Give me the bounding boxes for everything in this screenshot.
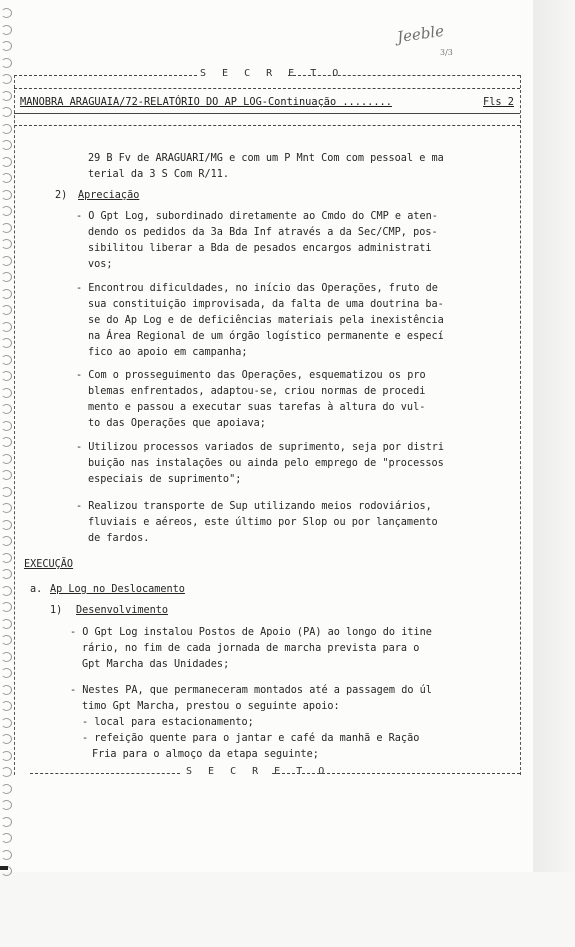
binder-hole (1, 817, 12, 827)
binder-hole (1, 58, 12, 68)
page-right-margin (533, 0, 575, 947)
document-header (20, 96, 520, 108)
text-line: fluviais e aéreos, este último por Slop ou por lançamento (88, 517, 438, 528)
text-line: - O Gpt Log instalou Postos de Apoio (PA) ao longo do itine (70, 627, 432, 638)
text-line: sua constituição improvisada, da falta de uma doutrina ba- (88, 299, 444, 310)
binder-hole (1, 124, 12, 134)
binder-holes (0, 0, 14, 880)
binder-hole (1, 470, 12, 480)
binder-hole (1, 289, 12, 299)
classification-bottom: S E C R E T O (186, 766, 330, 777)
text-line: 29 B Fv de ARAGUARI/MG e com um P Mnt Com com pessoal e ma (88, 153, 444, 164)
page-number: Fls 2 (483, 96, 514, 108)
text-line: mento e passou a executar suas tarefas à altura do vul- (88, 402, 426, 413)
binder-hole (1, 602, 12, 612)
binder-hole (1, 751, 12, 761)
binder-hole (1, 685, 12, 695)
binder-hole (1, 91, 12, 101)
binder-hole (1, 140, 12, 150)
binder-hole (1, 668, 12, 678)
frame-right-rule (520, 75, 521, 775)
text-line: Fria para o almoço da etapa seguinte; (92, 749, 319, 760)
binder-hole (1, 536, 12, 546)
binder-hole (1, 74, 12, 84)
text-line: dendo os pedidos da 3a Bda Inf através a da Sec/CMP, pos- (88, 227, 438, 238)
binder-hole (1, 404, 12, 414)
text-line: timo Gpt Marcha, prestou o seguinte apoio: (82, 701, 340, 712)
binder-hole (1, 322, 12, 332)
text-line: rário, no fim de cada jornada de marcha prevista para o (82, 643, 420, 654)
text-line: - refeição quente para o jantar e café da manhã e Ração (82, 733, 420, 744)
header-title: MANOBRA ARAGUAIA/72-RELATÓRIO DO AP LOG-Continuação ........ (20, 96, 392, 108)
binder-hole (1, 206, 12, 216)
classification-top: S E C R E T O (200, 68, 344, 79)
binder-hole (1, 635, 12, 645)
binder-hole (1, 173, 12, 183)
frame-left-rule (14, 75, 15, 775)
binder-hole (1, 388, 12, 398)
handwritten-signature: Jeeble (395, 21, 446, 47)
text-line: - O Gpt Log, subordinado diretamente ao Cmdo do CMP e aten- (76, 211, 438, 222)
frame-bottom-left-rule (30, 773, 180, 774)
binder-hole (1, 701, 12, 711)
binder-hole (1, 503, 12, 513)
binder-hole (1, 652, 12, 662)
binder-hole (1, 454, 12, 464)
item-letter: a. (30, 584, 43, 595)
text-line: blemas enfrentados, adaptou-se, criou normas de procedi (88, 386, 426, 397)
text-line: se do Ap Log e de deficiências materiais pela inexistência (88, 315, 444, 326)
header-double-rule (14, 125, 520, 126)
text-line: Gpt Marcha das Unidades; (82, 659, 230, 670)
text-line: sibilitou liberar a Bda de pesados encargos administrati (88, 243, 432, 254)
binder-hole (1, 371, 12, 381)
text-line: na Área Regional de um órgão logístico permanente e especí (88, 331, 444, 342)
binder-hole (1, 305, 12, 315)
text-line: - Realizou transporte de Sup utilizando meios rodoviários, (76, 501, 432, 512)
text-line: terial da 3 S Com R/11. (88, 169, 230, 180)
frame-top-right-rule (288, 75, 520, 76)
binder-hole (1, 487, 12, 497)
binder-hole (1, 25, 12, 35)
text-line: especiais de suprimento"; (88, 474, 242, 485)
header-top-rule (14, 88, 520, 89)
binder-hole (1, 553, 12, 563)
subsection-heading: Ap Log no Deslocamento (50, 584, 185, 595)
section-heading: EXECUÇÃO (24, 559, 74, 570)
binder-hole (1, 256, 12, 266)
binder-hole (1, 421, 12, 431)
binder-hole (1, 520, 12, 530)
binder-hole (1, 784, 12, 794)
binder-hole (1, 41, 12, 51)
text-line: - Com o prosseguimento das Operações, esquematizou os pro (76, 370, 426, 381)
text-line: de fardos. (88, 533, 150, 544)
item-number: 1) (50, 605, 63, 616)
binder-hole (1, 850, 12, 860)
binder-hole (1, 734, 12, 744)
binder-hole (1, 586, 12, 596)
binder-hole (1, 223, 12, 233)
subsection-heading: Desenvolvimento (76, 605, 169, 616)
frame-top-left-rule (14, 75, 197, 76)
binder-hole (1, 355, 12, 365)
frame-bottom-right-rule (272, 773, 520, 774)
binder-hole (1, 190, 12, 200)
binder-hole (1, 8, 12, 18)
text-line: - local para estacionamento; (82, 717, 254, 728)
signature-annotation: 3/3 (440, 48, 453, 57)
text-line: - Encontrou dificuldades, no início das Operações, fruto de (76, 283, 438, 294)
binder-hole (1, 157, 12, 167)
text-line: vos; (88, 259, 113, 270)
binder-hole (1, 272, 12, 282)
binder-hole (1, 718, 12, 728)
text-line: - Utilizou processos variados de suprimento, seja por distri (76, 442, 445, 453)
item-number: 2) (55, 190, 68, 201)
binder-hole (1, 569, 12, 579)
binder-hole (1, 239, 12, 249)
section-heading: Apreciação (78, 190, 140, 201)
text-line: buição nas instalações ou ainda pelo emprego de "processos (88, 458, 444, 469)
binder-hole (1, 437, 12, 447)
header-bottom-rule (14, 113, 520, 114)
text-line: - Nestes PA, que permaneceram montados até a passagem do úl (70, 685, 432, 696)
binder-hole (1, 107, 12, 117)
page-bottom-margin (0, 872, 575, 947)
text-line: to das Operações que apoiava; (88, 418, 266, 429)
binder-hole (1, 767, 12, 777)
binder-hole (1, 338, 12, 348)
scan-mark (0, 866, 8, 870)
binder-hole (1, 619, 12, 629)
binder-hole (1, 833, 12, 843)
text-line: fico ao apoio em campanha; (88, 347, 248, 358)
binder-hole (1, 800, 12, 810)
